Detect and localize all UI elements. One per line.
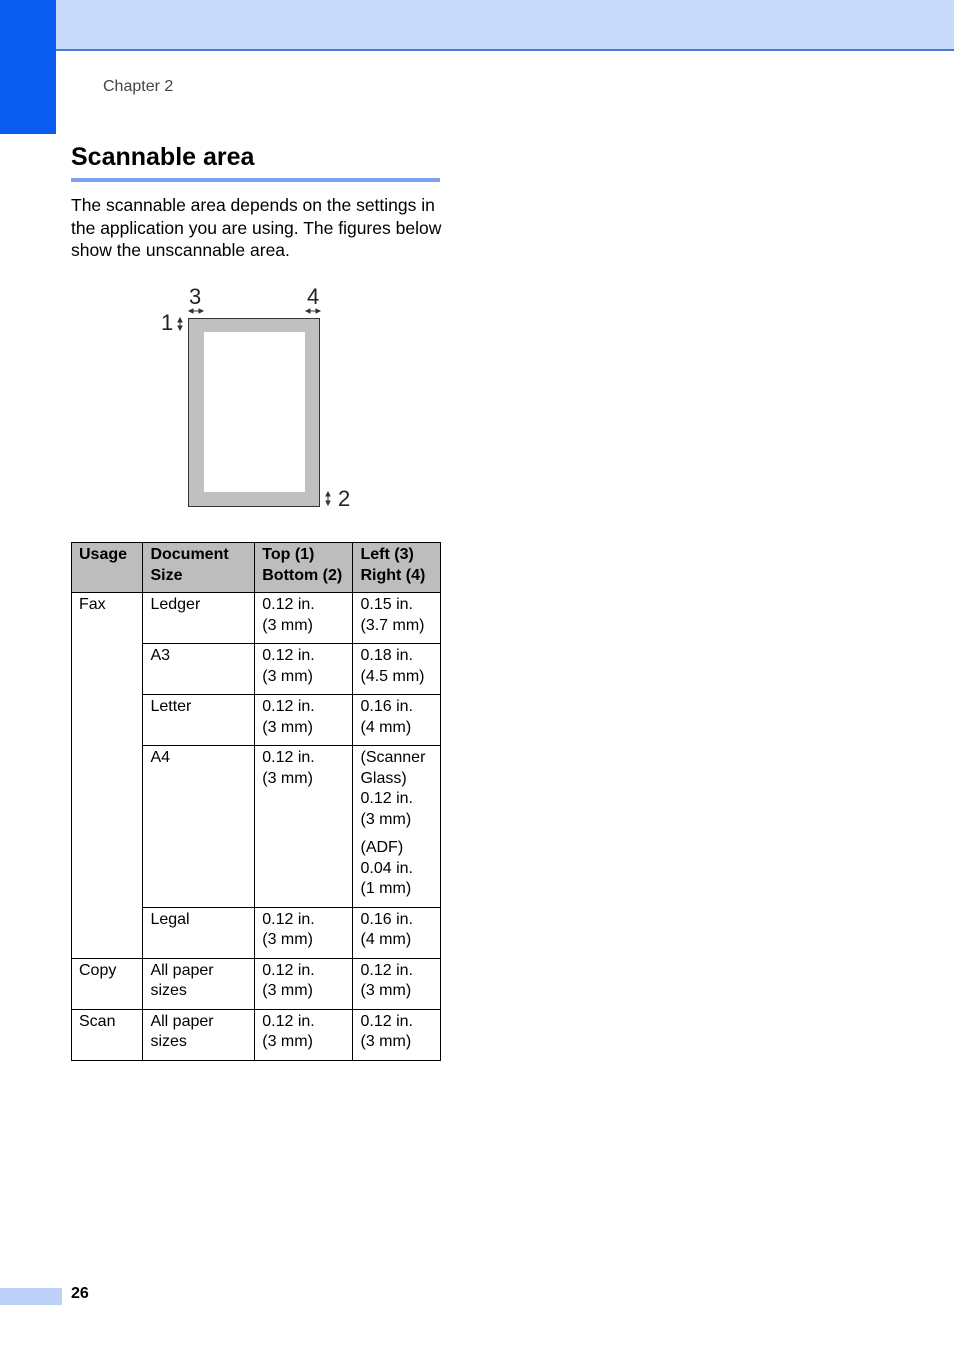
header-usage: Usage <box>72 543 143 593</box>
cell-left-right: 0.18 in. (4.5 mm) <box>353 644 441 695</box>
cell-top-bottom: 0.12 in. (3 mm) <box>255 644 353 695</box>
table-row <box>72 958 441 1009</box>
cell-size: Letter <box>143 695 255 746</box>
table-header-row <box>72 543 441 593</box>
cell-usage: Fax <box>72 593 143 959</box>
label-top-1: 1 <box>161 310 174 335</box>
label-bottom-2: 2 <box>338 486 351 511</box>
bottom-margin-arrow <box>326 492 330 505</box>
top-margin-arrow <box>178 318 182 330</box>
cell-usage: Scan <box>72 1009 143 1060</box>
header-band <box>0 0 954 51</box>
cell-top-bottom: 0.12 in. (3 mm) <box>255 695 353 746</box>
cell-size: All paper sizes <box>143 958 255 1009</box>
header-left-right: Left (3) Right (4) <box>353 543 441 593</box>
label-right-4: 4 <box>307 284 320 309</box>
cell-size: A4 <box>143 746 255 908</box>
header-top-bottom: Top (1) Bottom (2) <box>255 543 353 593</box>
chapter-side-tab <box>0 0 56 134</box>
chapter-label: Chapter 2 <box>103 78 174 95</box>
right-margin-arrow <box>306 309 320 313</box>
cell-size: All paper sizes <box>143 1009 255 1060</box>
cell-left-right: 0.15 in. (3.7 mm) <box>353 593 441 644</box>
paper-scannable-area <box>204 332 305 492</box>
table-row <box>72 593 441 644</box>
cell-left-right: 0.16 in. (4 mm) <box>353 695 441 746</box>
table-row <box>72 1009 441 1060</box>
cell-size: Ledger <box>143 593 255 644</box>
page-number-bar <box>0 1288 62 1305</box>
page-number: 26 <box>71 1285 89 1302</box>
cell-left-right: 0.16 in. (4 mm) <box>353 907 441 958</box>
label-left-3: 3 <box>189 284 202 309</box>
cell-left-right: (Scanner Glass) 0.12 in. (3 mm) (ADF) 0.04 in. (1 mm) <box>353 746 441 908</box>
cell-size: Legal <box>143 907 255 958</box>
cell-size: A3 <box>143 644 255 695</box>
cell-left-right: 0.12 in. (3 mm) <box>353 958 441 1009</box>
cell-top-bottom: 0.12 in. (3 mm) <box>255 907 353 958</box>
cell-top-bottom: 0.12 in. (3 mm) <box>255 1009 353 1060</box>
left-margin-arrow <box>189 309 203 313</box>
header-document-size: Document Size <box>143 543 255 593</box>
intro-paragraph: The scannable area depends on the settings in the application you are using. The figures below show the unscannable area. <box>71 195 442 260</box>
cell-left-right: 0.12 in. (3 mm) <box>353 1009 441 1060</box>
cell-usage: Copy <box>72 958 143 1009</box>
cell-top-bottom: 0.12 in. (3 mm) <box>255 958 353 1009</box>
unscannable-area-diagram <box>150 282 365 514</box>
cell-top-bottom: 0.12 in. (3 mm) <box>255 593 353 644</box>
title-underline <box>71 178 440 182</box>
cell-top-bottom: 0.12 in. (3 mm) <box>255 746 353 908</box>
scannable-area-table <box>71 542 441 1061</box>
section-title: Scannable area <box>71 143 255 171</box>
